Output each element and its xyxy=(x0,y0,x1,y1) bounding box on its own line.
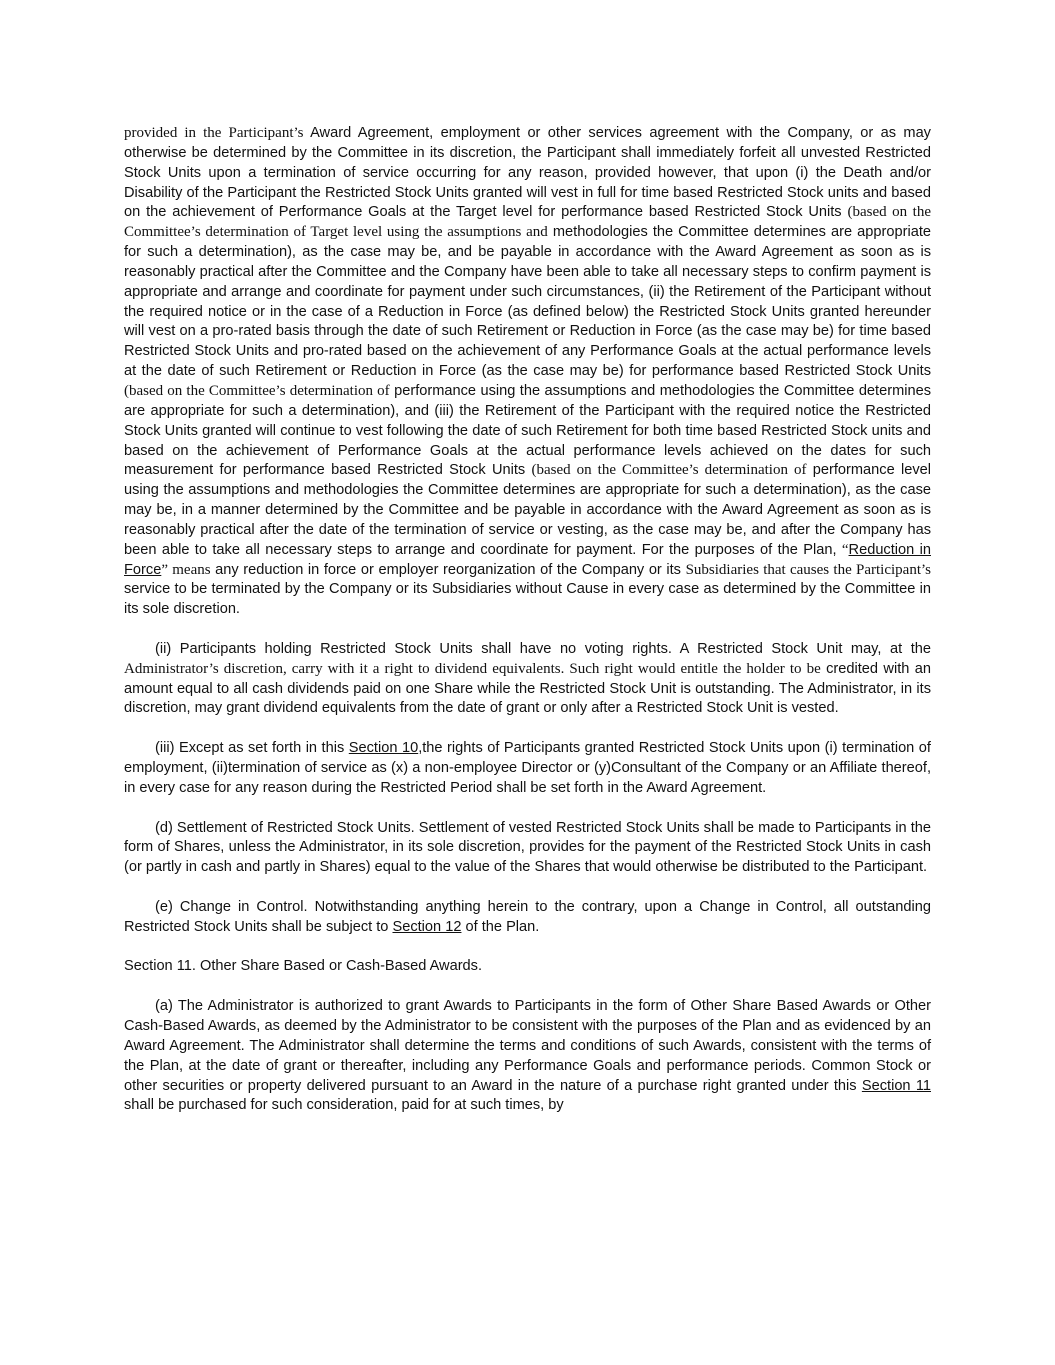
text-span: (based on the Committee’s determination of xyxy=(124,382,390,399)
text-span: Subsidiaries that causes the Participant’s xyxy=(685,561,931,578)
section-11-reference: Section 11 xyxy=(861,1077,931,1094)
section-10-reference: Section 10 xyxy=(348,740,419,757)
text-span: provided in the Participant’s xyxy=(124,125,304,141)
text-span: performance using the assumptions and methodologies the Committee determines are appropriate for such a determination), and (iii) the Retirement of the Participant with the required notice the Restricted Stock Units granted will continue to vest following the date of such Retirement for both time based Restricted Stock units and based on the achievement of Performance Goals at the actual performance levels achieved on the dates for such measurement for performance based Restricted Stock Units xyxy=(124,382,932,479)
text-span: service to be terminated by the Company or its Subsidiaries without Cause in every case as determined by the Committee in its sole discretion. xyxy=(124,581,931,618)
text-span: (d) Settlement of Restricted Stock Units. Settlement of vested Restricted Stock Units shall be made to Participants in the form of Shares, unless the Administrator, in its sole discretion, provides for the payment of the Restricted Stock Units in cash (or partly in cash and partly in Shares) equal to the value of the Shares that would otherwise be distributed to the Participant. xyxy=(124,819,931,876)
paragraph-rsu-forfeiture xyxy=(124,124,931,620)
paragraph-voting-rights xyxy=(124,640,931,719)
text-span: Administrator’s discretion, carry with it a right to dividend equivalents. Such right would entitle the holder to be xyxy=(124,660,821,677)
text-span: performance level using the assumptions and methodologies the Committee determines are appropriate for such a determination), as the case may be, in a manner determined by the Committee and be payable in accordance with the Award Agreement as soon as is reasonably practical after the date of the termination of service or vesting, as the case may be, and after the Company has been able to take all necessary steps to arrange and coordinate for payment. For the purposes of the Plan, xyxy=(124,462,932,558)
paragraph-termination-rights xyxy=(124,739,931,799)
text-span: (iii) Except as set forth in this xyxy=(155,740,349,757)
text-span: ,the rights of Participants granted Restricted Stock Units upon (i) termination of employment, (ii)termination of service as (x) a non-employee Director or (y)Consultant of the Company or an Affiliate thereof, in every case for any reason during the Restricted Period shall be set forth in the Award Agreement. xyxy=(124,740,931,796)
text-span: of the Plan. xyxy=(461,918,540,935)
document-body xyxy=(124,124,931,1136)
text-span: methodologies the Committee determines are appropriate for such a determination), as the case may be, and be payable in accordance with the Award Agreement as soon as is reasonably practical after the Committee and the Company have been able to take all necessary steps to confirm payment is appropriate and arrange and coordinate for payment under such circumstances, (ii) the Retirement of the Participant without the required notice or in the case of a Reduction in Force (as defined below) the Restricted Stock Units granted hereunder will vest on a pro-rated basis through the date of such Retirement or Reduction in Force (as the case may be) for time based Restricted Stock Units and pro-rated based on the achievement of any Performance Goals at the actual performance levels at the date of such Retirement or Reduction in Force (as the case may be) for performance based Restricted Stock Units xyxy=(124,224,931,380)
text-span: credited with an amount equal to all cash dividends paid on one Share while the Restricted Stock Unit is outstanding. The Administrator, in its discretion, may grant dividend equivalents from the date of grant or only after a Restricted Stock Unit is vested. xyxy=(124,660,931,717)
text-span: (based on the Committee’s determination of xyxy=(531,462,807,479)
text-span: any reduction in force or employer reorganization of the Company or its xyxy=(210,561,686,578)
section-11-heading: Section 11. Other Share Based or Cash-Based Awards. xyxy=(124,958,483,975)
text-span: ” means xyxy=(161,561,211,578)
text-span: shall be purchased for such consideration, paid for at such times, by xyxy=(124,1097,564,1114)
text-span: (based on the Committee’s determination of Target level using the assumptions and xyxy=(124,204,931,241)
text-span: (e) Change in Control. Notwithstanding anything herein to the contrary, upon a Change in Control, all outstanding Restricted Stock Units shall be subject to xyxy=(124,898,931,935)
paragraph-settlement xyxy=(124,819,931,879)
text-span: “ xyxy=(841,541,849,558)
text-span: Award Agreement, employment or other services agreement with the Company, or as may otherwise be determined by the Committee in its discretion, the Participant shall immediately forfeit all unvested Restricted Stock Units upon a termination of service occurring for any reason, provided however, that upon (i) the Death and/or Disability of the Participant the Restricted Stock Units granted will vest in full for time based Restricted Stock units and based on the achievement of Performance Goals at the Target level for performance based Restricted Stock Units xyxy=(124,125,931,221)
paragraph-change-in-control xyxy=(124,898,931,938)
section-12-reference: Section 12 xyxy=(392,918,462,935)
paragraph-other-awards xyxy=(124,997,931,1116)
text-span: (a) The Administrator is authorized to grant Awards to Participants in the form of Other Share Based Awards or Other Cash-Based Awards, as deemed by the Administrator to be consistent with the purposes of the Plan and as evidenced by an Award Agreement. The Administrator shall determine the terms and conditions of such Awards, consistent with the terms of the Plan, at the date of grant or thereafter, including any Performance Goals and performance periods. Common Stock or other securities or property delivered pursuant to an Award in the nature of a purchase right granted under this xyxy=(124,998,931,1094)
defined-term-reduction-in-force: Reduction in Force xyxy=(124,541,931,578)
text-span: (ii) Participants holding Restricted Stock Units shall have no voting rights. A Restricted Stock Unit may, at the xyxy=(155,640,931,657)
